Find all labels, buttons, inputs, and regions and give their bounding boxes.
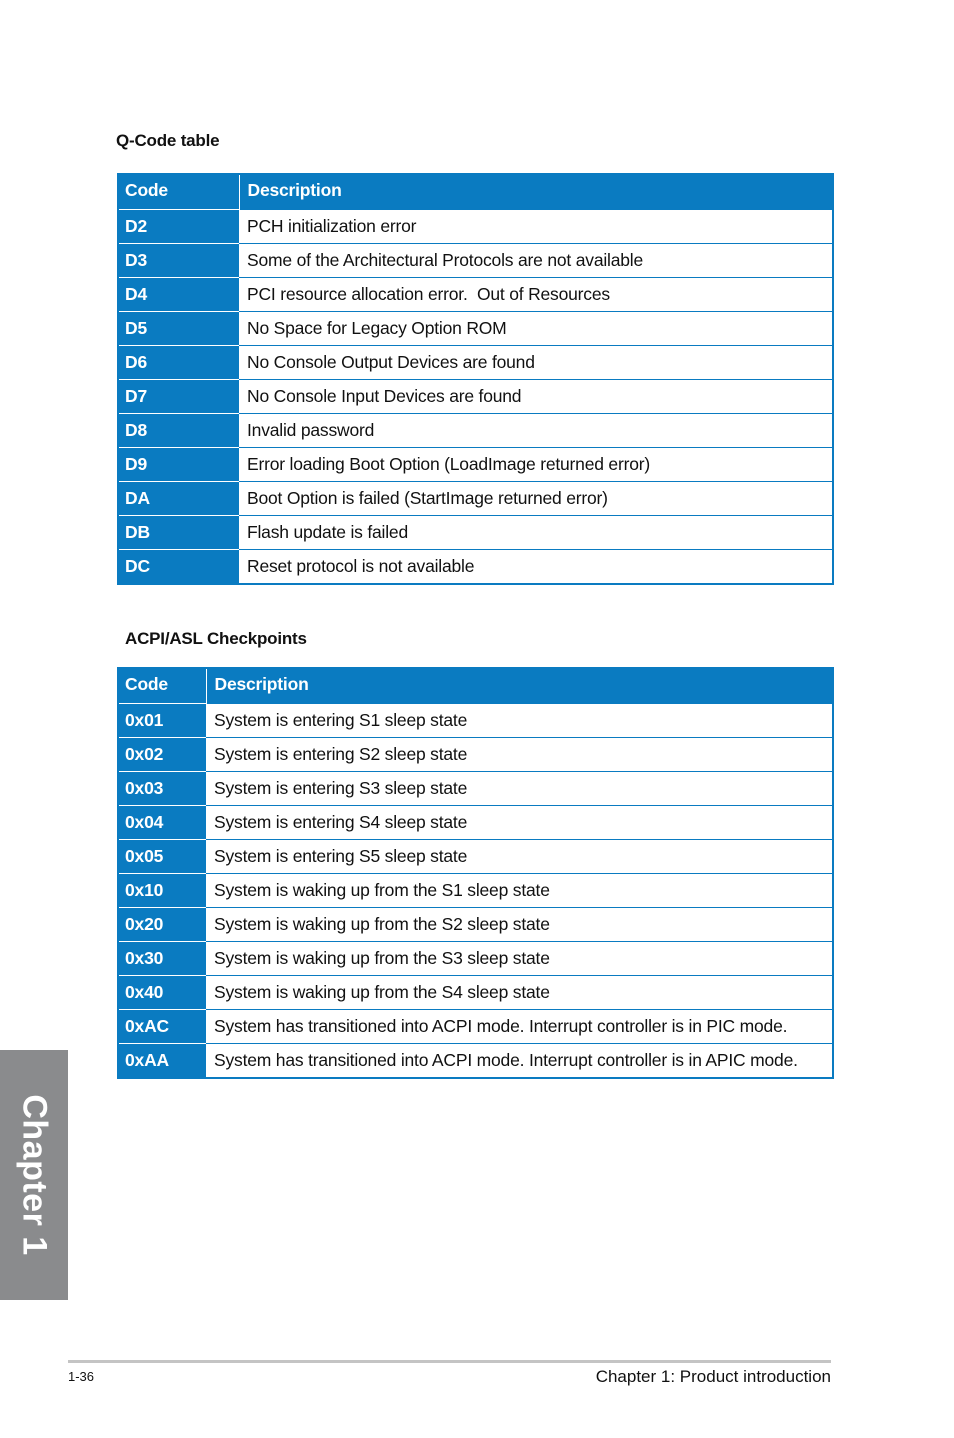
page-number: 1-36 bbox=[68, 1369, 95, 1384]
description-cell: No Space for Legacy Option ROM bbox=[239, 311, 834, 345]
table-row bbox=[117, 345, 834, 379]
description-cell: No Console Input Devices are found bbox=[239, 379, 834, 413]
description-cell: System has transitioned into ACPI mode. Interrupt controller is in PIC mode. bbox=[206, 1009, 834, 1043]
table-row bbox=[117, 209, 834, 243]
code-cell: D2 bbox=[117, 209, 239, 243]
code-cell: 0x01 bbox=[117, 703, 206, 737]
table-row bbox=[117, 243, 834, 277]
code-cell: DC bbox=[117, 549, 239, 583]
code-cell: DA bbox=[117, 481, 239, 515]
code-cell: D9 bbox=[117, 447, 239, 481]
table-row bbox=[117, 907, 834, 941]
description-cell: System is entering S2 sleep state bbox=[206, 737, 834, 771]
code-cell: D3 bbox=[117, 243, 239, 277]
table-row bbox=[117, 941, 834, 975]
table-row bbox=[117, 873, 834, 907]
table-row bbox=[117, 413, 834, 447]
footer-divider bbox=[68, 1360, 831, 1363]
table-row bbox=[117, 839, 834, 873]
table-row bbox=[117, 277, 834, 311]
chapter-tab-label: Chapter 1 bbox=[15, 1094, 54, 1256]
code-cell: D4 bbox=[117, 277, 239, 311]
code-cell: 0x02 bbox=[117, 737, 206, 771]
code-cell: 0x10 bbox=[117, 873, 206, 907]
chapter-side-tab bbox=[0, 1050, 68, 1300]
qcode-table-header-row bbox=[117, 173, 834, 209]
description-cell: System is entering S4 sleep state bbox=[206, 805, 834, 839]
table-row bbox=[117, 447, 834, 481]
code-cell: DB bbox=[117, 515, 239, 549]
description-cell: PCI resource allocation error. Out of Resources bbox=[239, 277, 834, 311]
footer-chapter-title: Chapter 1: Product introduction bbox=[595, 1367, 831, 1386]
acpi-checkpoints-table bbox=[117, 667, 834, 1077]
code-cell: 0x04 bbox=[117, 805, 206, 839]
code-cell: D7 bbox=[117, 379, 239, 413]
description-cell: Flash update is failed bbox=[239, 515, 834, 549]
table-row bbox=[117, 975, 834, 1009]
description-cell: System has transitioned into ACPI mode. Interrupt controller is in APIC mode. bbox=[206, 1043, 834, 1077]
table-row bbox=[117, 805, 834, 839]
description-cell: System is waking up from the S4 sleep state bbox=[206, 975, 834, 1009]
description-cell: Error loading Boot Option (LoadImage returned error) bbox=[239, 447, 834, 481]
description-cell: PCH initialization error bbox=[239, 209, 834, 243]
table-row bbox=[117, 379, 834, 413]
description-column-header: Description bbox=[206, 667, 834, 703]
description-cell: System is waking up from the S3 sleep state bbox=[206, 941, 834, 975]
code-cell: 0x40 bbox=[117, 975, 206, 1009]
description-cell: System is entering S3 sleep state bbox=[206, 771, 834, 805]
code-cell: 0x20 bbox=[117, 907, 206, 941]
description-cell: Invalid password bbox=[239, 413, 834, 447]
code-cell: D8 bbox=[117, 413, 239, 447]
table-row bbox=[117, 737, 834, 771]
table-row bbox=[117, 515, 834, 549]
description-cell: System is entering S1 sleep state bbox=[206, 703, 834, 737]
code-cell: 0x05 bbox=[117, 839, 206, 873]
description-cell: System is waking up from the S2 sleep state bbox=[206, 907, 834, 941]
table-row bbox=[117, 703, 834, 737]
description-cell: Some of the Architectural Protocols are not available bbox=[239, 243, 834, 277]
description-cell: Reset protocol is not available bbox=[239, 549, 834, 583]
description-cell: No Console Output Devices are found bbox=[239, 345, 834, 379]
code-cell: 0xAA bbox=[117, 1043, 206, 1077]
table-row bbox=[117, 311, 834, 345]
table-row bbox=[117, 549, 834, 583]
code-column-header: Code bbox=[117, 173, 239, 209]
code-cell: D6 bbox=[117, 345, 239, 379]
code-cell: D5 bbox=[117, 311, 239, 345]
qcode-table bbox=[117, 173, 834, 583]
table-row bbox=[117, 771, 834, 805]
description-cell: System is waking up from the S1 sleep state bbox=[206, 873, 834, 907]
table-row bbox=[117, 1043, 834, 1077]
acpi-table-header-row bbox=[117, 667, 834, 703]
acpi-table-title: ACPI/ASL Checkpoints bbox=[125, 629, 307, 648]
code-cell: 0x30 bbox=[117, 941, 206, 975]
code-column-header: Code bbox=[117, 667, 206, 703]
description-cell: System is entering S5 sleep state bbox=[206, 839, 834, 873]
description-column-header: Description bbox=[239, 173, 834, 209]
description-cell: Boot Option is failed (StartImage returned error) bbox=[239, 481, 834, 515]
table-row bbox=[117, 481, 834, 515]
code-cell: 0x03 bbox=[117, 771, 206, 805]
code-cell: 0xAC bbox=[117, 1009, 206, 1043]
table-row bbox=[117, 1009, 834, 1043]
qcode-table-title: Q-Code table bbox=[116, 131, 220, 150]
